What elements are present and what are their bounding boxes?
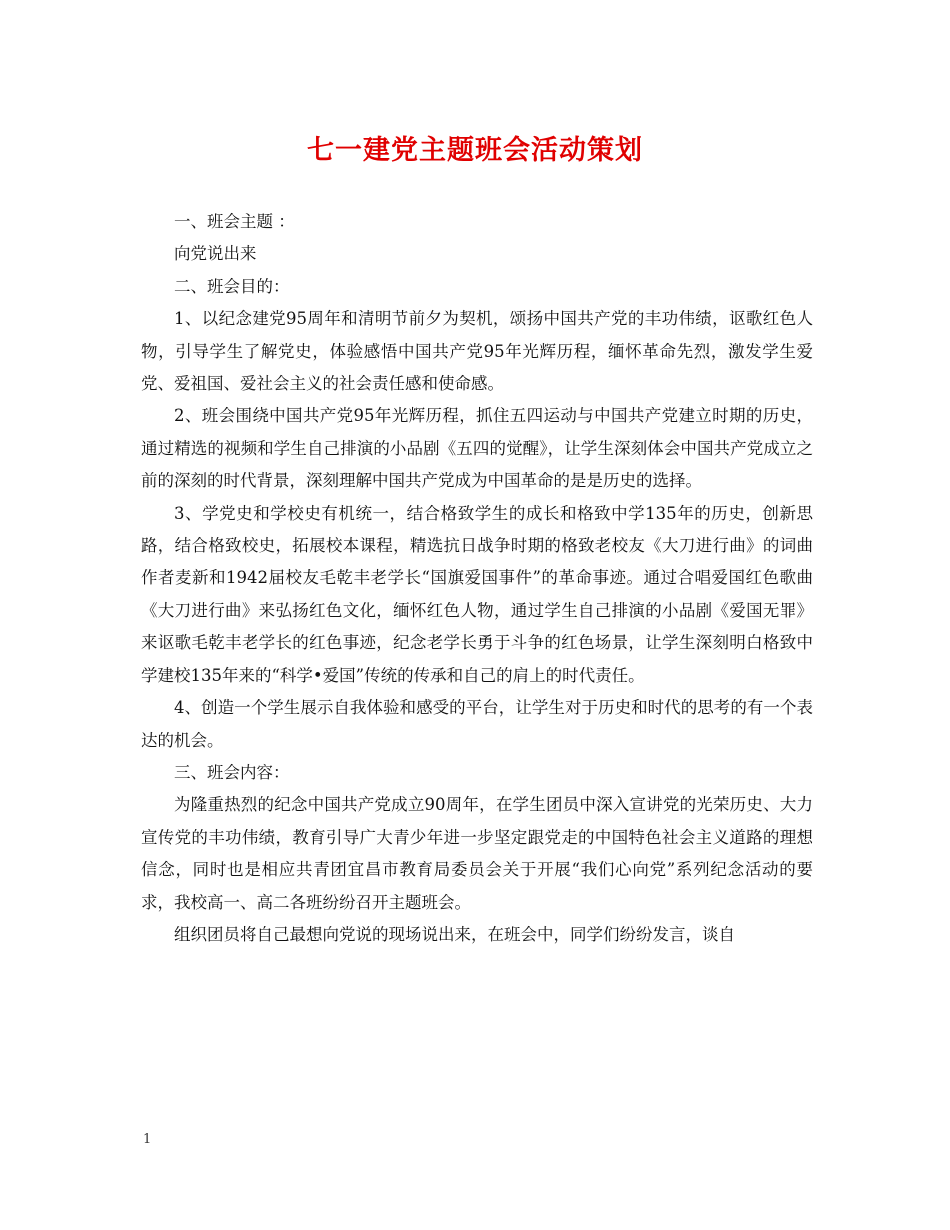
- purpose-item-1: 1、以纪念建党95周年和清明节前夕为契机，颂扬中国共产党的丰功伟绩，讴歌红色人物，引导学生了解党史，体验感悟中国共产党95年光辉历程，缅怀革命先烈，激发学生爱党、爱祖国、爱社会主义的社会责任感和使命感。: [141, 309, 813, 394]
- section-heading-content: 三、班会内容：: [174, 762, 290, 782]
- section-heading-purpose: 二、班会目的：: [174, 276, 290, 296]
- theme-text: 向党说出来: [174, 244, 257, 264]
- document-body: [141, 206, 813, 951]
- page-number: 1: [143, 1132, 152, 1147]
- content-paragraph-1: 为隆重热烈的纪念中国共产党成立90周年，在学生团员中深入宣讲党的光荣历史、大力宣传党的丰功伟绩，教育引导广大青少年进一步坚定跟党走的中国特色社会主义道路的理想信念，同时也是相应共青团宜昌市教育局委员会关于开展“我们心向党”系列纪念活动的要求，我校高一、高二各班纷纷召开主题班会。: [141, 795, 813, 912]
- purpose-item-3: 3、学党史和学校史有机统一，结合格致学生的成长和格致中学135年的历史，创新思路，结合格致校史，拓展校本课程，精选抗日战争时期的格致老校友《大刀进行曲》的词曲作者麦新和1942届校友毛乾丰老学长“国旗爱国事件”的革命事迹。通过合唱爱国红色歌曲《大刀进行曲》来弘扬红色文化，缅怀红色人物，通过学生自己排演的小品剧《爱国无罪》来讴歌毛乾丰老学长的红色事迹，纪念老学长勇于斗争的红色场景，让学生深刻明白格致中学建校135年来的“科学•爱国”传统的传承和自己的肩上的时代责任。: [141, 503, 813, 685]
- purpose-item-4: 4、创造一个学生展示自我体验和感受的平台，让学生对于历史和时代的思考的有一个表达的机会。: [141, 698, 813, 750]
- purpose-item-2: 2、班会围绕中国共产党95年光辉历程，抓住五四运动与中国共产党建立时期的历史，通过精选的视频和学生自己排演的小品剧《五四的觉醒》，让学生深刻体会中国共产党成立之前的深刻的时代背景，深刻理解中国共产党成为中国革命的是是历史的选择。: [141, 406, 813, 491]
- section-heading-theme: 一、班会主题 ：: [174, 212, 295, 231]
- content-paragraph-2: 组织团员将自己最想向党说的现场说出来，在班会中，同学们纷纷发言，谈自: [174, 924, 735, 944]
- document-title: 七一建党主题班会活动策划: [307, 135, 643, 166]
